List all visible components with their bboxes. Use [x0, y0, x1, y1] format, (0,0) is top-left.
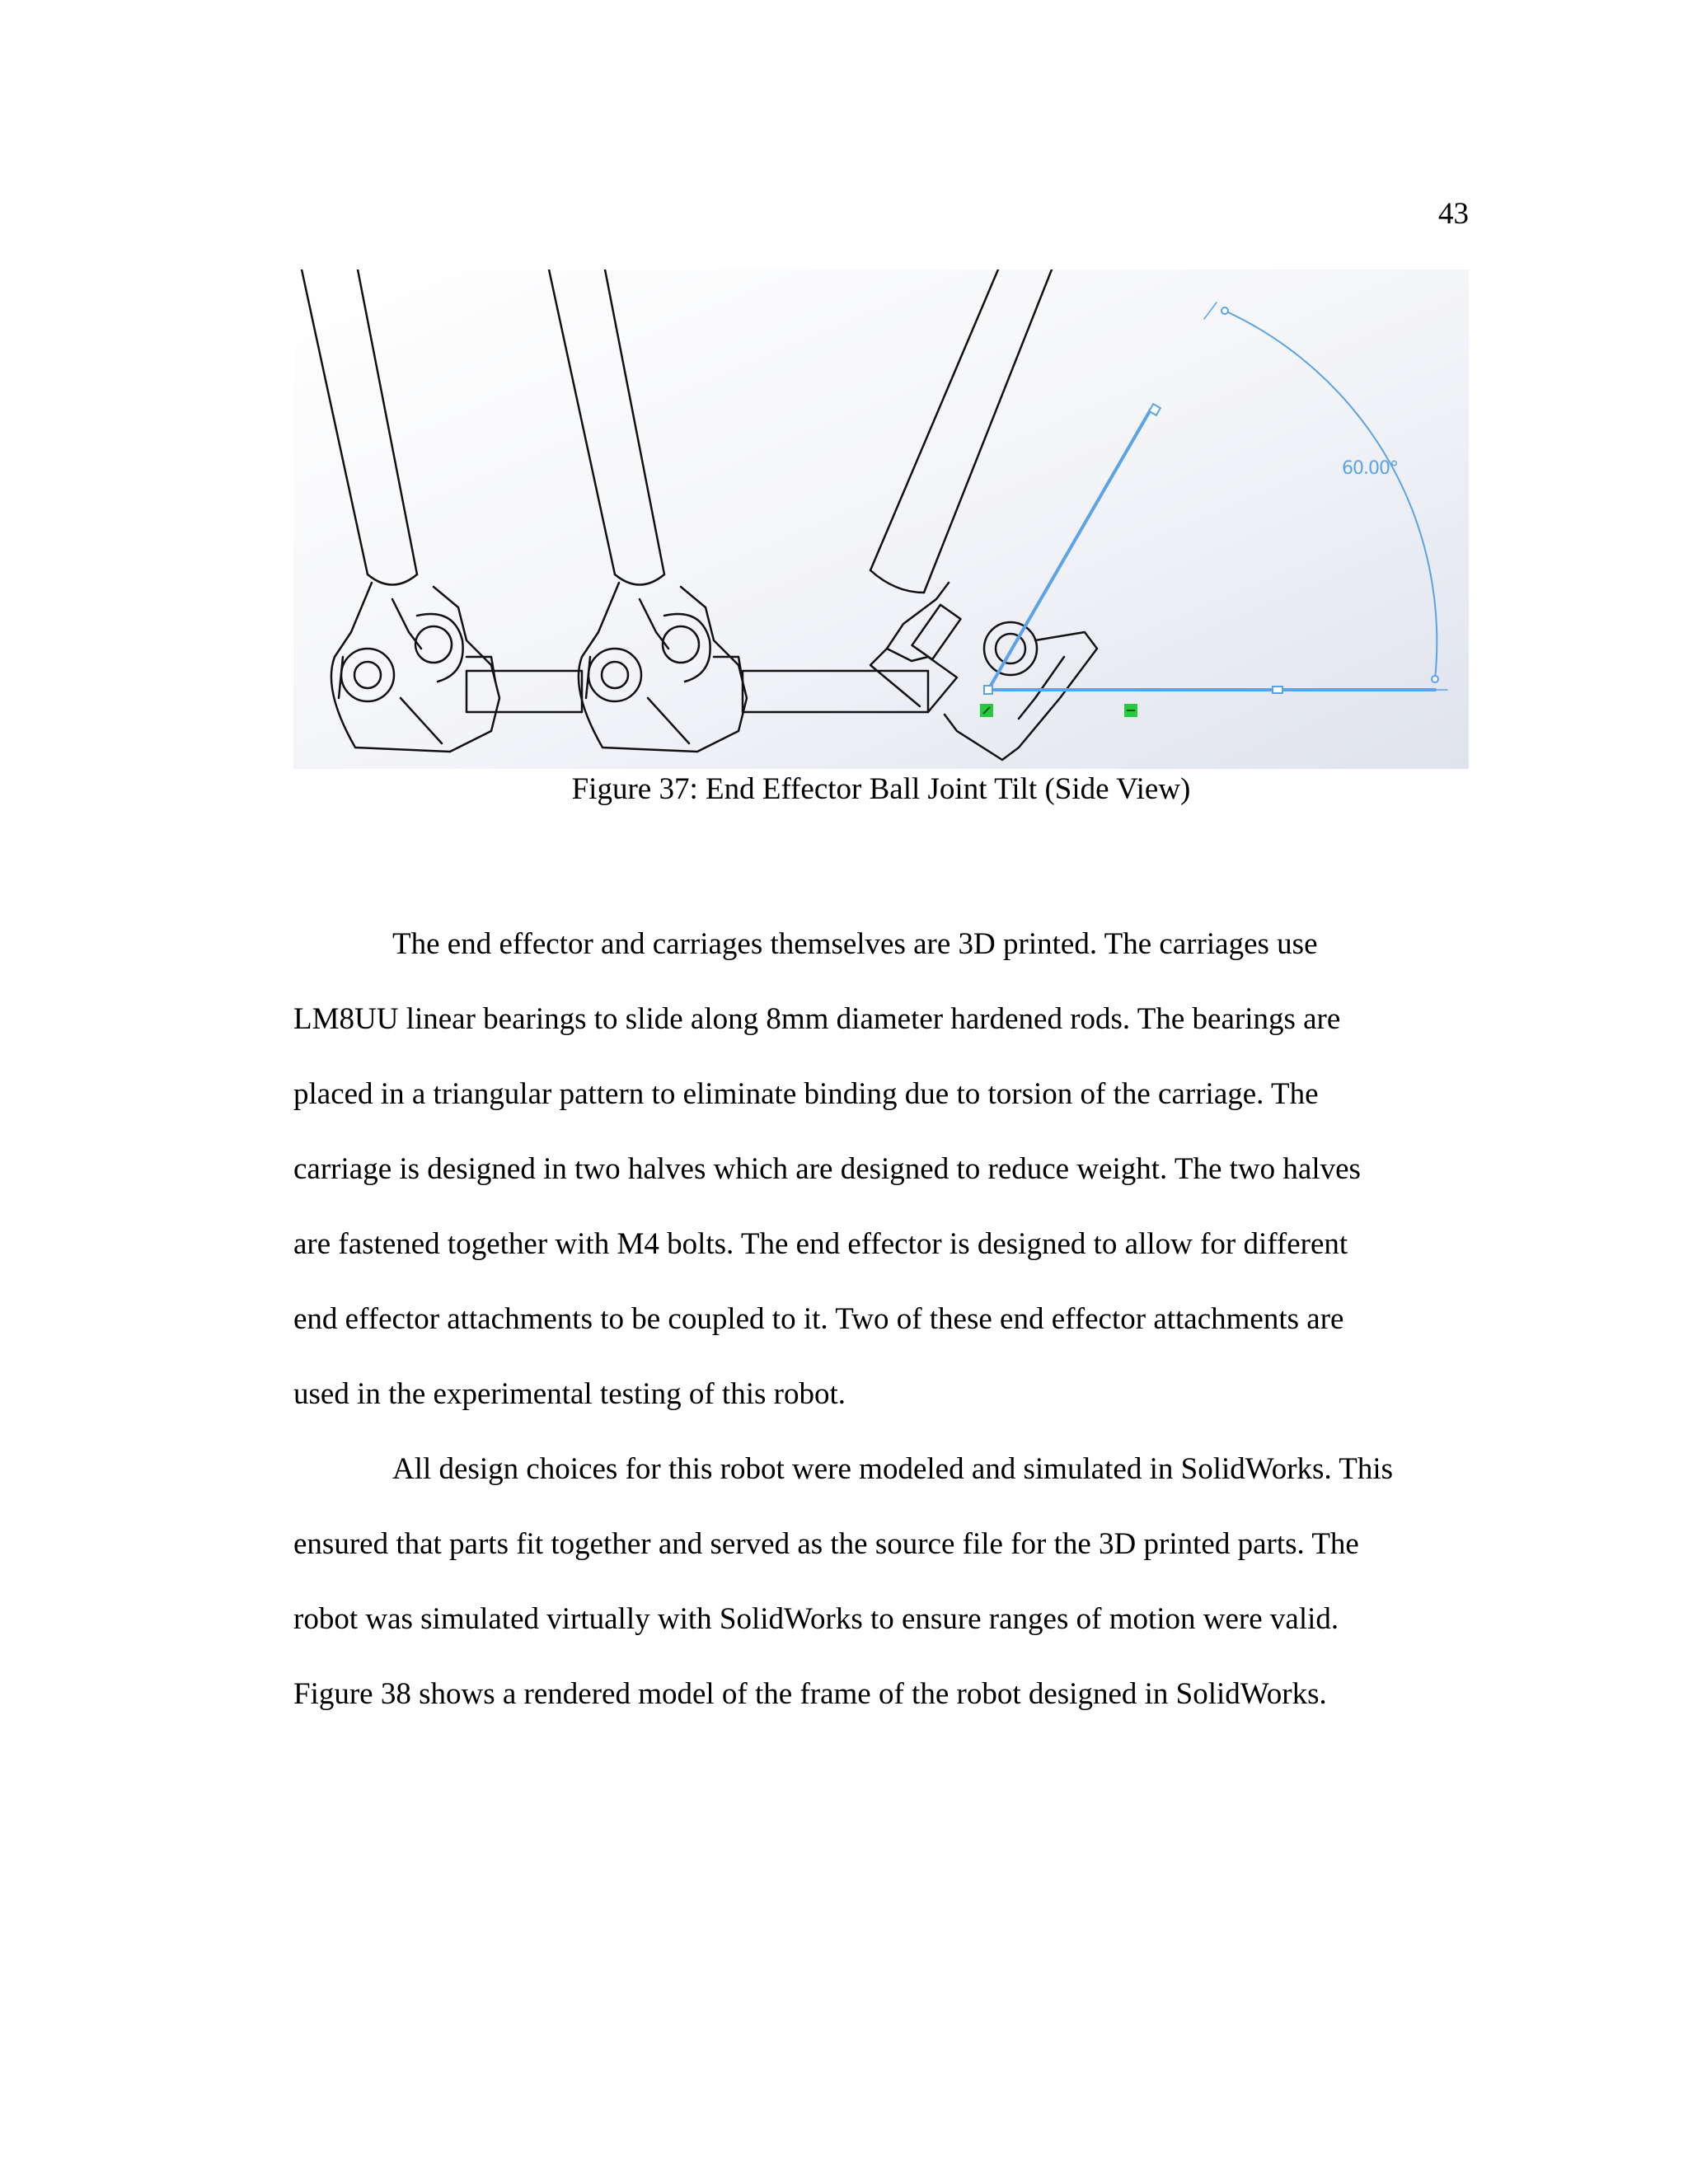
paragraph: [293, 1432, 1469, 1507]
text-line: ensured that parts fit together and served as the source file for the 3D printed parts. The: [293, 1527, 1359, 1561]
text-line: are fastened together with M4 bolts. The end effector is designed to allow for different: [293, 1227, 1348, 1261]
figure-cad-side-view: [293, 269, 1469, 769]
text-line: The end effector and carriages themselves are 3D printed. The carriages use: [392, 927, 1318, 961]
text-line: carriage is designed in two halves which are designed to reduce weight. The two halves: [293, 1152, 1361, 1186]
angle-dimension-label: 60.00°: [1342, 458, 1398, 479]
sketch-point-handle[interactable]: [1273, 687, 1282, 693]
text-line: Figure 38 shows a rendered model of the frame of the robot designed in SolidWorks.: [293, 1677, 1327, 1711]
text-line: LM8UU linear bearings to slide along 8mm diameter hardened rods. The bearings are: [293, 1002, 1341, 1036]
cad-drawing: [293, 269, 1469, 769]
body-text: [293, 907, 1469, 1732]
text-line: end effector attachments to be coupled to it. Two of these end effector attachments are: [293, 1302, 1344, 1336]
viewport-background: [293, 269, 1469, 769]
figure-caption: Figure 37: End Effector Ball Joint Tilt (Side View): [571, 772, 1191, 806]
arc-endpoint-handle[interactable]: [1432, 676, 1438, 682]
arc-endpoint-handle[interactable]: [1221, 307, 1228, 314]
text-line: placed in a triangular pattern to eliminate binding due to torsion of the carriage. The: [293, 1077, 1319, 1111]
page-number: 43: [1438, 197, 1469, 231]
text-line: used in the experimental testing of this robot.: [293, 1377, 846, 1411]
sketch-origin-handle[interactable]: [984, 686, 992, 694]
text-line: All design choices for this robot were modeled and simulated in SolidWorks. This: [392, 1452, 1394, 1486]
paragraph: [293, 907, 1469, 982]
text-line: robot was simulated virtually with SolidWorks to ensure ranges of motion were valid.: [293, 1602, 1339, 1636]
